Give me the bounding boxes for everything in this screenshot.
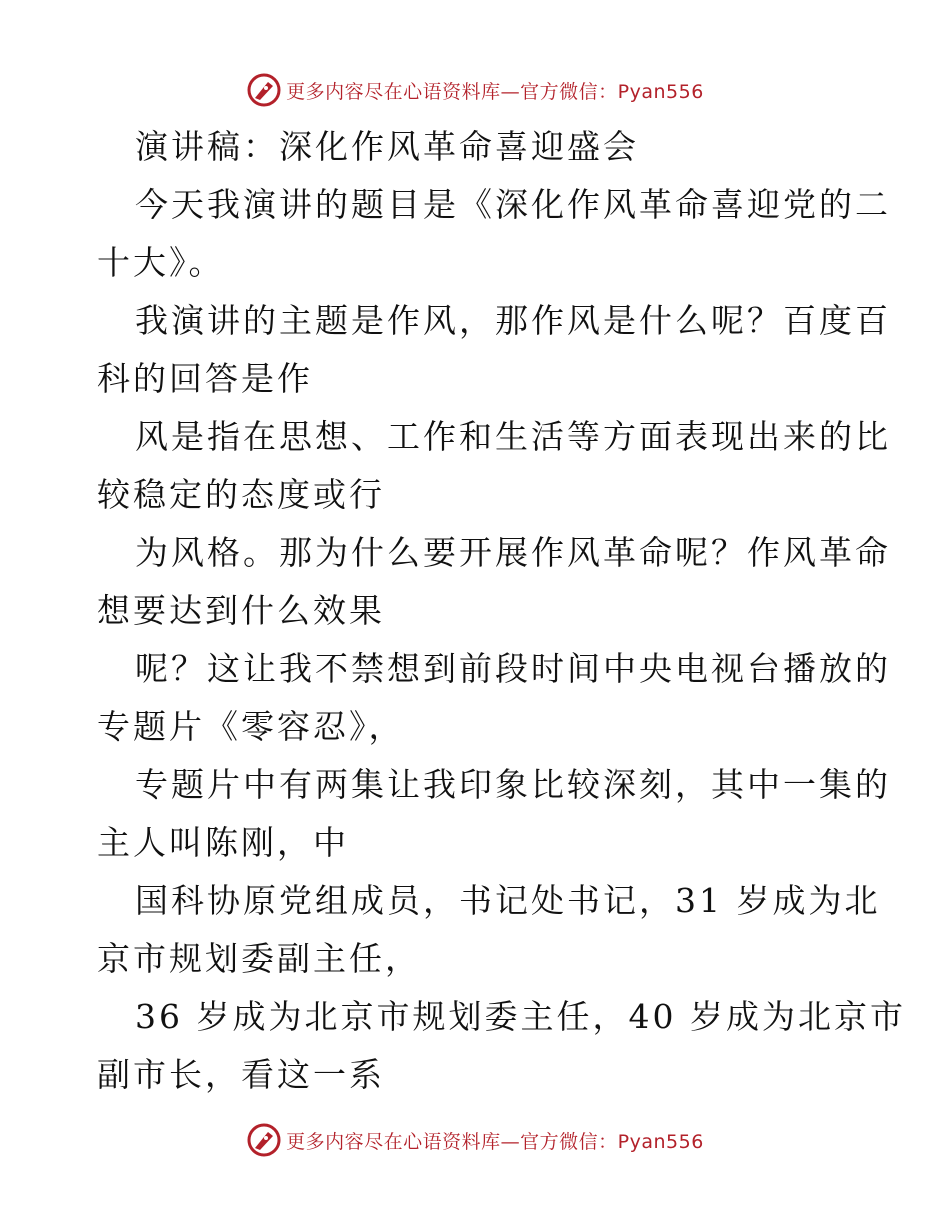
paragraph xyxy=(97,640,891,756)
paragraph xyxy=(97,524,891,640)
paragraph xyxy=(97,756,891,872)
paragraph-line: 我演讲的主题是作风，那作风是什么呢？百度百 xyxy=(135,301,891,340)
paragraph xyxy=(97,292,891,408)
paragraph-line: 专题片中有两集让我印象比较深刻，其中一集的 xyxy=(135,765,891,804)
pen-nib-logo-icon xyxy=(246,1122,282,1158)
document-body xyxy=(97,118,906,1104)
wechat-id: Pyan556 xyxy=(617,80,704,103)
paragraph xyxy=(97,118,857,176)
wechat-id: Pyan556 xyxy=(617,1130,704,1153)
paragraph xyxy=(97,872,881,988)
paragraph-line: 十大》。 xyxy=(97,243,225,282)
paragraph-line: 想要达到什么效果 xyxy=(97,591,385,630)
paragraph xyxy=(97,176,891,292)
banner-text: 更多内容尽在心语资料库—官方微信：Pyan556 xyxy=(286,1130,704,1153)
paragraph-line: 呢？这让我不禁想到前段时间中央电视台播放的 xyxy=(135,649,891,688)
paragraph-line: 36 岁成为北京市规划委主任，40 岁成为北京市 xyxy=(135,997,906,1036)
paragraph-line: 演讲稿：深化作风革命喜迎盛会 xyxy=(135,127,639,166)
paragraph-line: 专题片《零容忍》， xyxy=(97,707,405,746)
paragraph-line: 副市长，看这一系 xyxy=(97,1055,385,1094)
footer-banner xyxy=(0,1120,950,1160)
banner-text: 更多内容尽在心语资料库—官方微信：Pyan556 xyxy=(286,80,704,103)
paragraph-line: 为风格。那为什么要开展作风革命呢？作风革命 xyxy=(135,533,891,572)
paragraph-line: 科的回答是作 xyxy=(97,359,313,398)
paragraph xyxy=(97,988,906,1104)
paragraph-line: 京市规划委副主任， xyxy=(97,939,421,978)
header-banner xyxy=(0,70,950,110)
paragraph-line: 较稳定的态度或行 xyxy=(97,475,385,514)
paragraph-line: 国科协原党组成员，书记处书记，31 岁成为北 xyxy=(135,881,881,920)
paragraph-line: 今天我演讲的题目是《深化作风革命喜迎党的二 xyxy=(135,185,891,224)
paragraph-line: 风是指在思想、工作和生活等方面表现出来的比 xyxy=(135,417,891,456)
paragraph xyxy=(97,408,891,524)
paragraph-line: 主人叫陈刚，中 xyxy=(97,823,349,862)
pen-nib-logo-icon xyxy=(246,72,282,108)
